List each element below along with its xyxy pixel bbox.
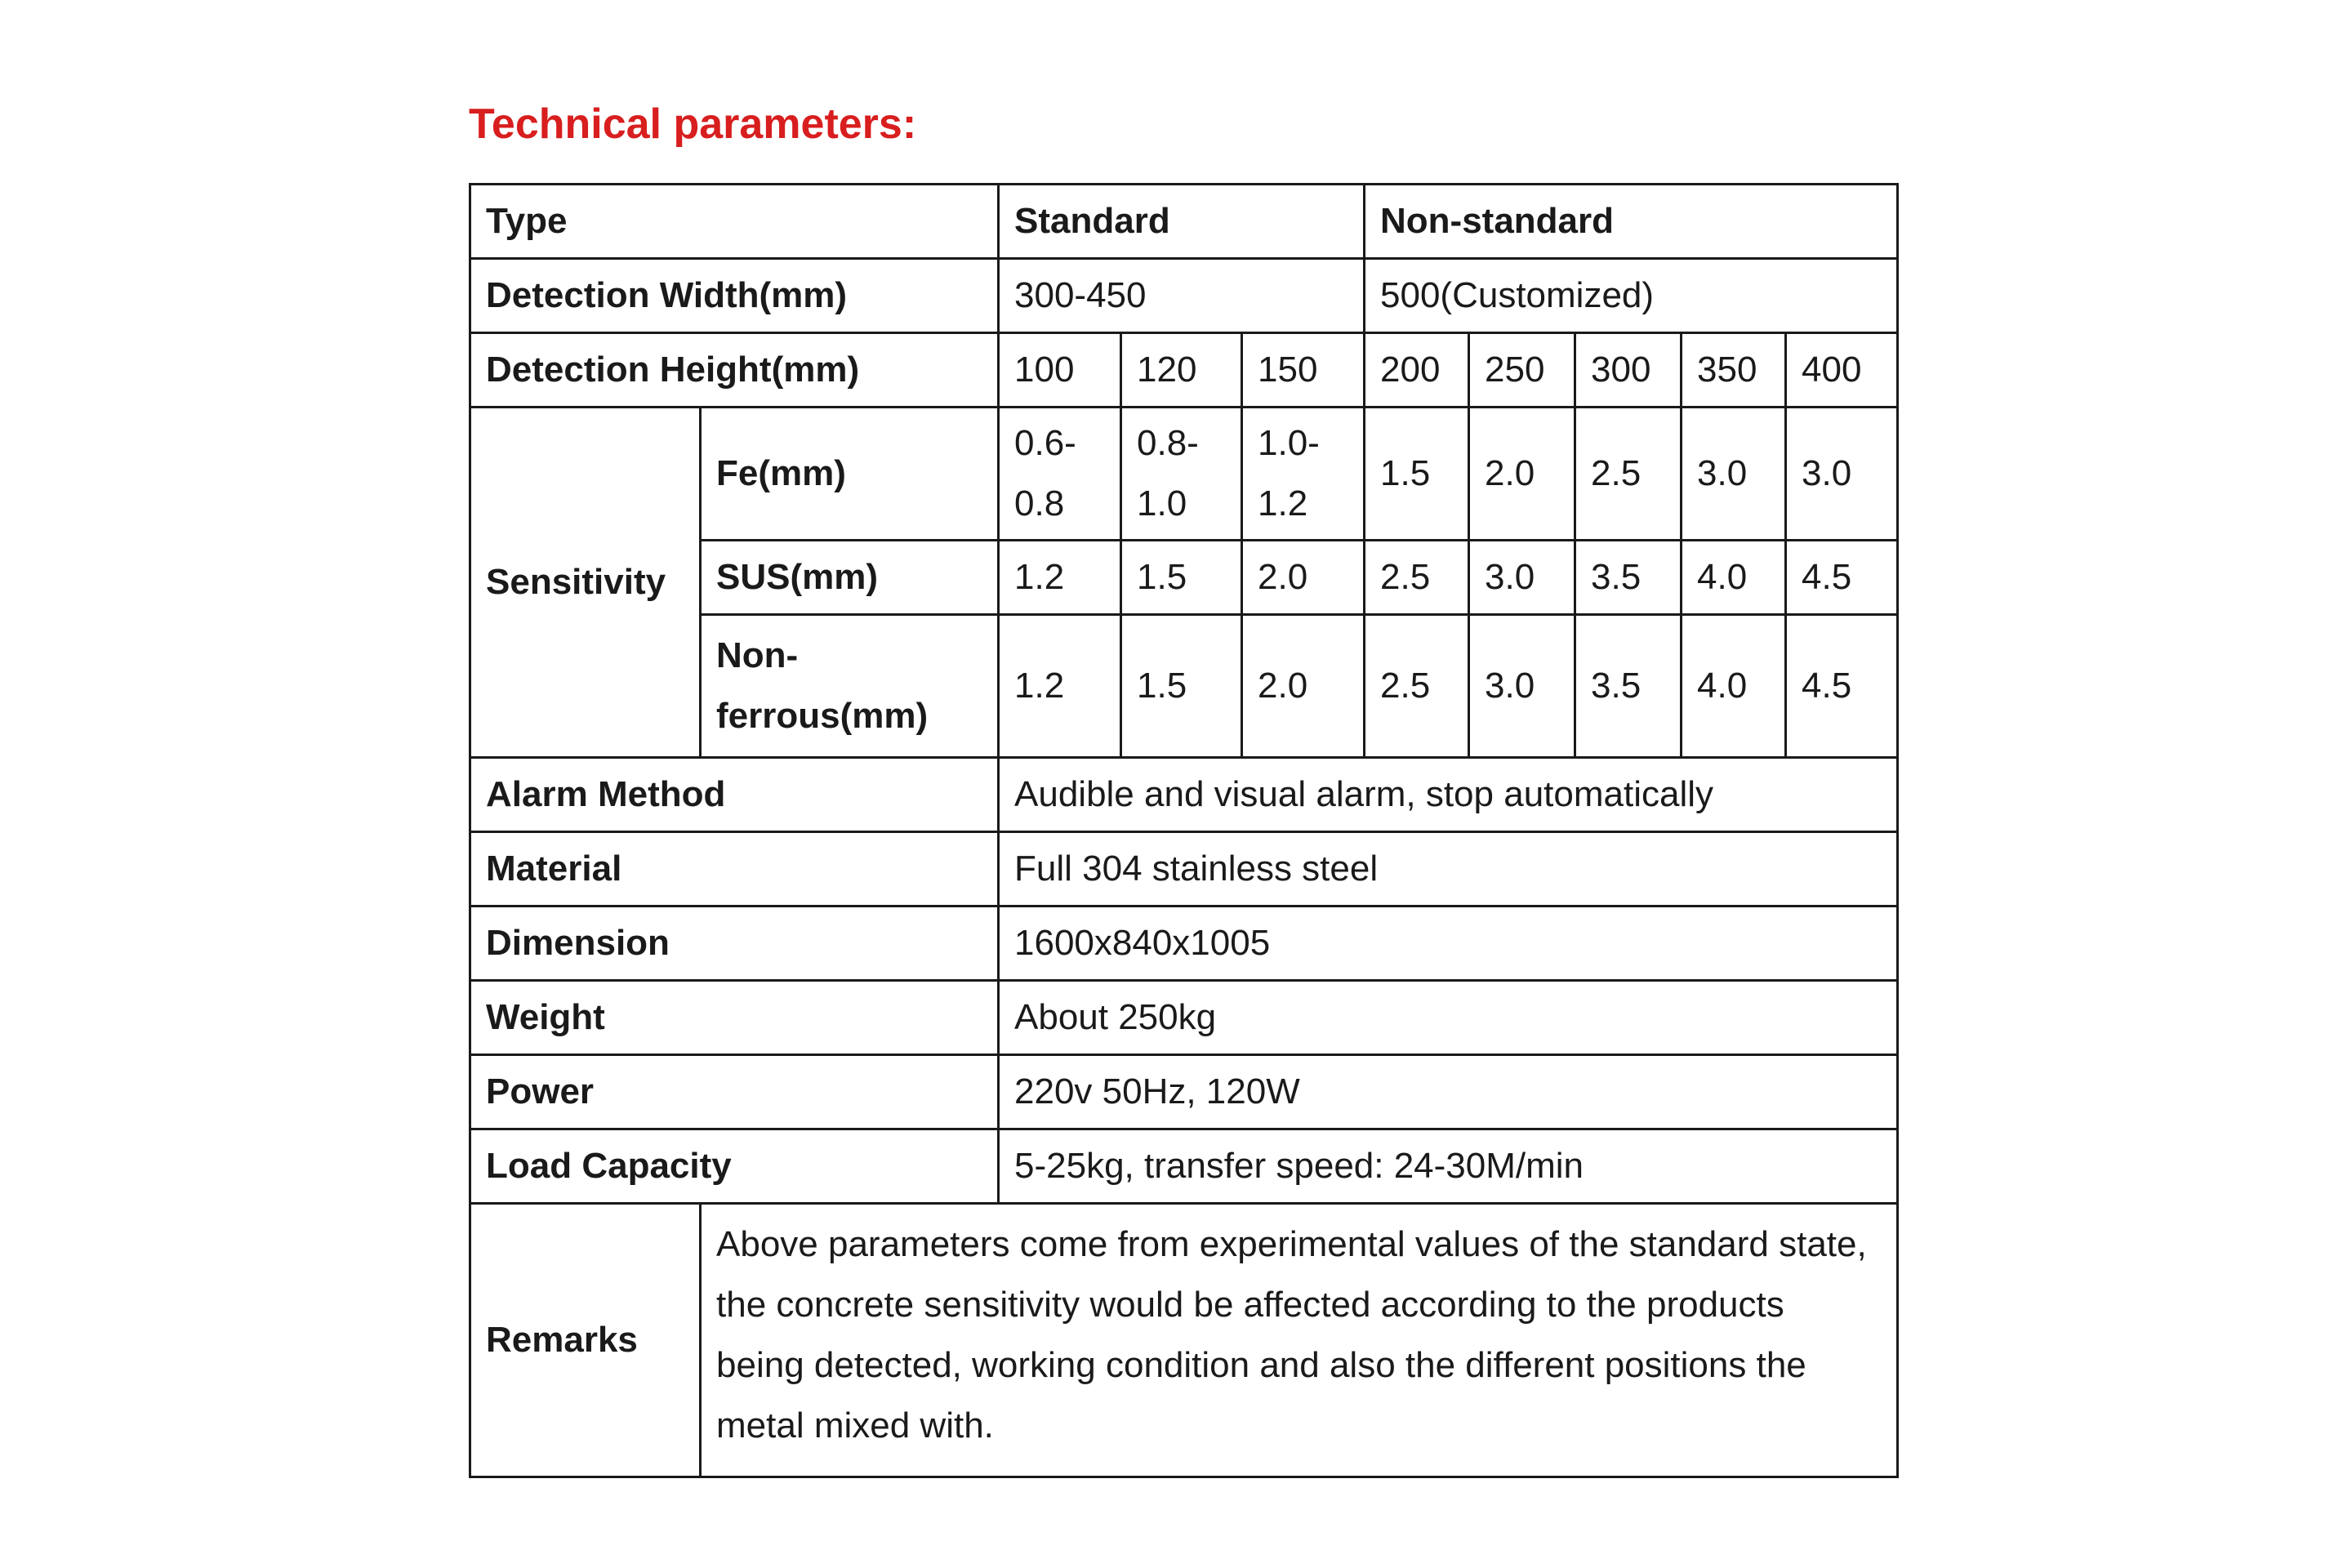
weight-label: Weight — [470, 981, 999, 1055]
nonferrous-cell: 1.5 — [1121, 615, 1242, 758]
nonferrous-cell: 3.0 — [1469, 615, 1575, 758]
table-row-dimension — [470, 906, 1898, 981]
load-label: Load Capacity — [470, 1129, 999, 1204]
height-cell: 250 — [1469, 333, 1575, 408]
height-label: Detection Height(mm) — [470, 333, 999, 408]
sus-cell: 1.5 — [1121, 541, 1242, 615]
fe-cell: 3.0 — [1786, 408, 1898, 541]
fe-cell: 2.0 — [1469, 408, 1575, 541]
width-nonstandard: 500(Customized) — [1365, 259, 1898, 333]
dimension-value: 1600x840x1005 — [999, 906, 1898, 981]
sus-cell: 4.0 — [1682, 541, 1786, 615]
table-row-material — [470, 832, 1898, 906]
weight-value: About 250kg — [999, 981, 1898, 1055]
table-row-power — [470, 1055, 1898, 1129]
table-row-load — [470, 1129, 1898, 1204]
sus-cell: 4.5 — [1786, 541, 1898, 615]
sus-cell: 2.0 — [1242, 541, 1365, 615]
fe-cell: 0.6-0.8 — [999, 408, 1121, 541]
nonferrous-cell: 2.5 — [1365, 615, 1469, 758]
sus-label: SUS(mm) — [701, 541, 999, 615]
height-cell: 400 — [1786, 333, 1898, 408]
dimension-label: Dimension — [470, 906, 999, 981]
fe-cell: 2.5 — [1575, 408, 1682, 541]
material-value: Full 304 stainless steel — [999, 832, 1898, 906]
sus-cell: 3.5 — [1575, 541, 1682, 615]
height-cell: 150 — [1242, 333, 1365, 408]
fe-cell: 1.5 — [1365, 408, 1469, 541]
height-cell: 350 — [1682, 333, 1786, 408]
width-label: Detection Width(mm) — [470, 259, 999, 333]
nonferrous-cell: 3.5 — [1575, 615, 1682, 758]
height-cell: 200 — [1365, 333, 1469, 408]
table-row-remarks — [470, 1204, 1898, 1477]
page-title: Technical parameters: — [469, 100, 917, 148]
remarks-label: Remarks — [470, 1204, 701, 1477]
nonferrous-cell: 4.5 — [1786, 615, 1898, 758]
height-cell: 100 — [999, 333, 1121, 408]
content — [469, 91, 1898, 1478]
fe-label: Fe(mm) — [701, 408, 999, 541]
nonstandard-header: Non-standard — [1365, 185, 1898, 259]
width-standard: 300-450 — [999, 259, 1365, 333]
power-value: 220v 50Hz, 120W — [999, 1055, 1898, 1129]
table-row-weight — [470, 981, 1898, 1055]
power-label: Power — [470, 1055, 999, 1129]
alarm-value: Audible and visual alarm, stop automatically — [999, 758, 1898, 832]
fe-cell: 1.0-1.2 — [1242, 408, 1365, 541]
table-row-alarm — [470, 758, 1898, 832]
table-row-width — [470, 259, 1898, 333]
nonferrous-cell: 1.2 — [999, 615, 1121, 758]
standard-header: Standard — [999, 185, 1365, 259]
fe-cell: 0.8-1.0 — [1121, 408, 1242, 541]
table-row-fe — [470, 408, 1898, 541]
remarks-value: Above parameters come from experimental values of the standard state, the concrete sensitivity would be affected according to the products being detected, working condition and also the different positions the metal mixed with. — [701, 1204, 1898, 1477]
table-row-height — [470, 333, 1898, 408]
fe-cell: 3.0 — [1682, 408, 1786, 541]
sus-cell: 3.0 — [1469, 541, 1575, 615]
load-value: 5-25kg, transfer speed: 24-30M/min — [999, 1129, 1898, 1204]
table-row-type — [470, 185, 1898, 259]
technical-parameters-table — [469, 183, 1899, 1478]
alarm-label: Alarm Method — [470, 758, 999, 832]
material-label: Material — [470, 832, 999, 906]
nonferrous-cell: 2.0 — [1242, 615, 1365, 758]
nonferrous-label: Non-ferrous(mm) — [701, 615, 999, 758]
sensitivity-label: Sensitivity — [470, 408, 701, 758]
height-cell: 120 — [1121, 333, 1242, 408]
height-cell: 300 — [1575, 333, 1682, 408]
sus-cell: 2.5 — [1365, 541, 1469, 615]
nonferrous-cell: 4.0 — [1682, 615, 1786, 758]
type-label: Type — [470, 185, 999, 259]
sus-cell: 1.2 — [999, 541, 1121, 615]
